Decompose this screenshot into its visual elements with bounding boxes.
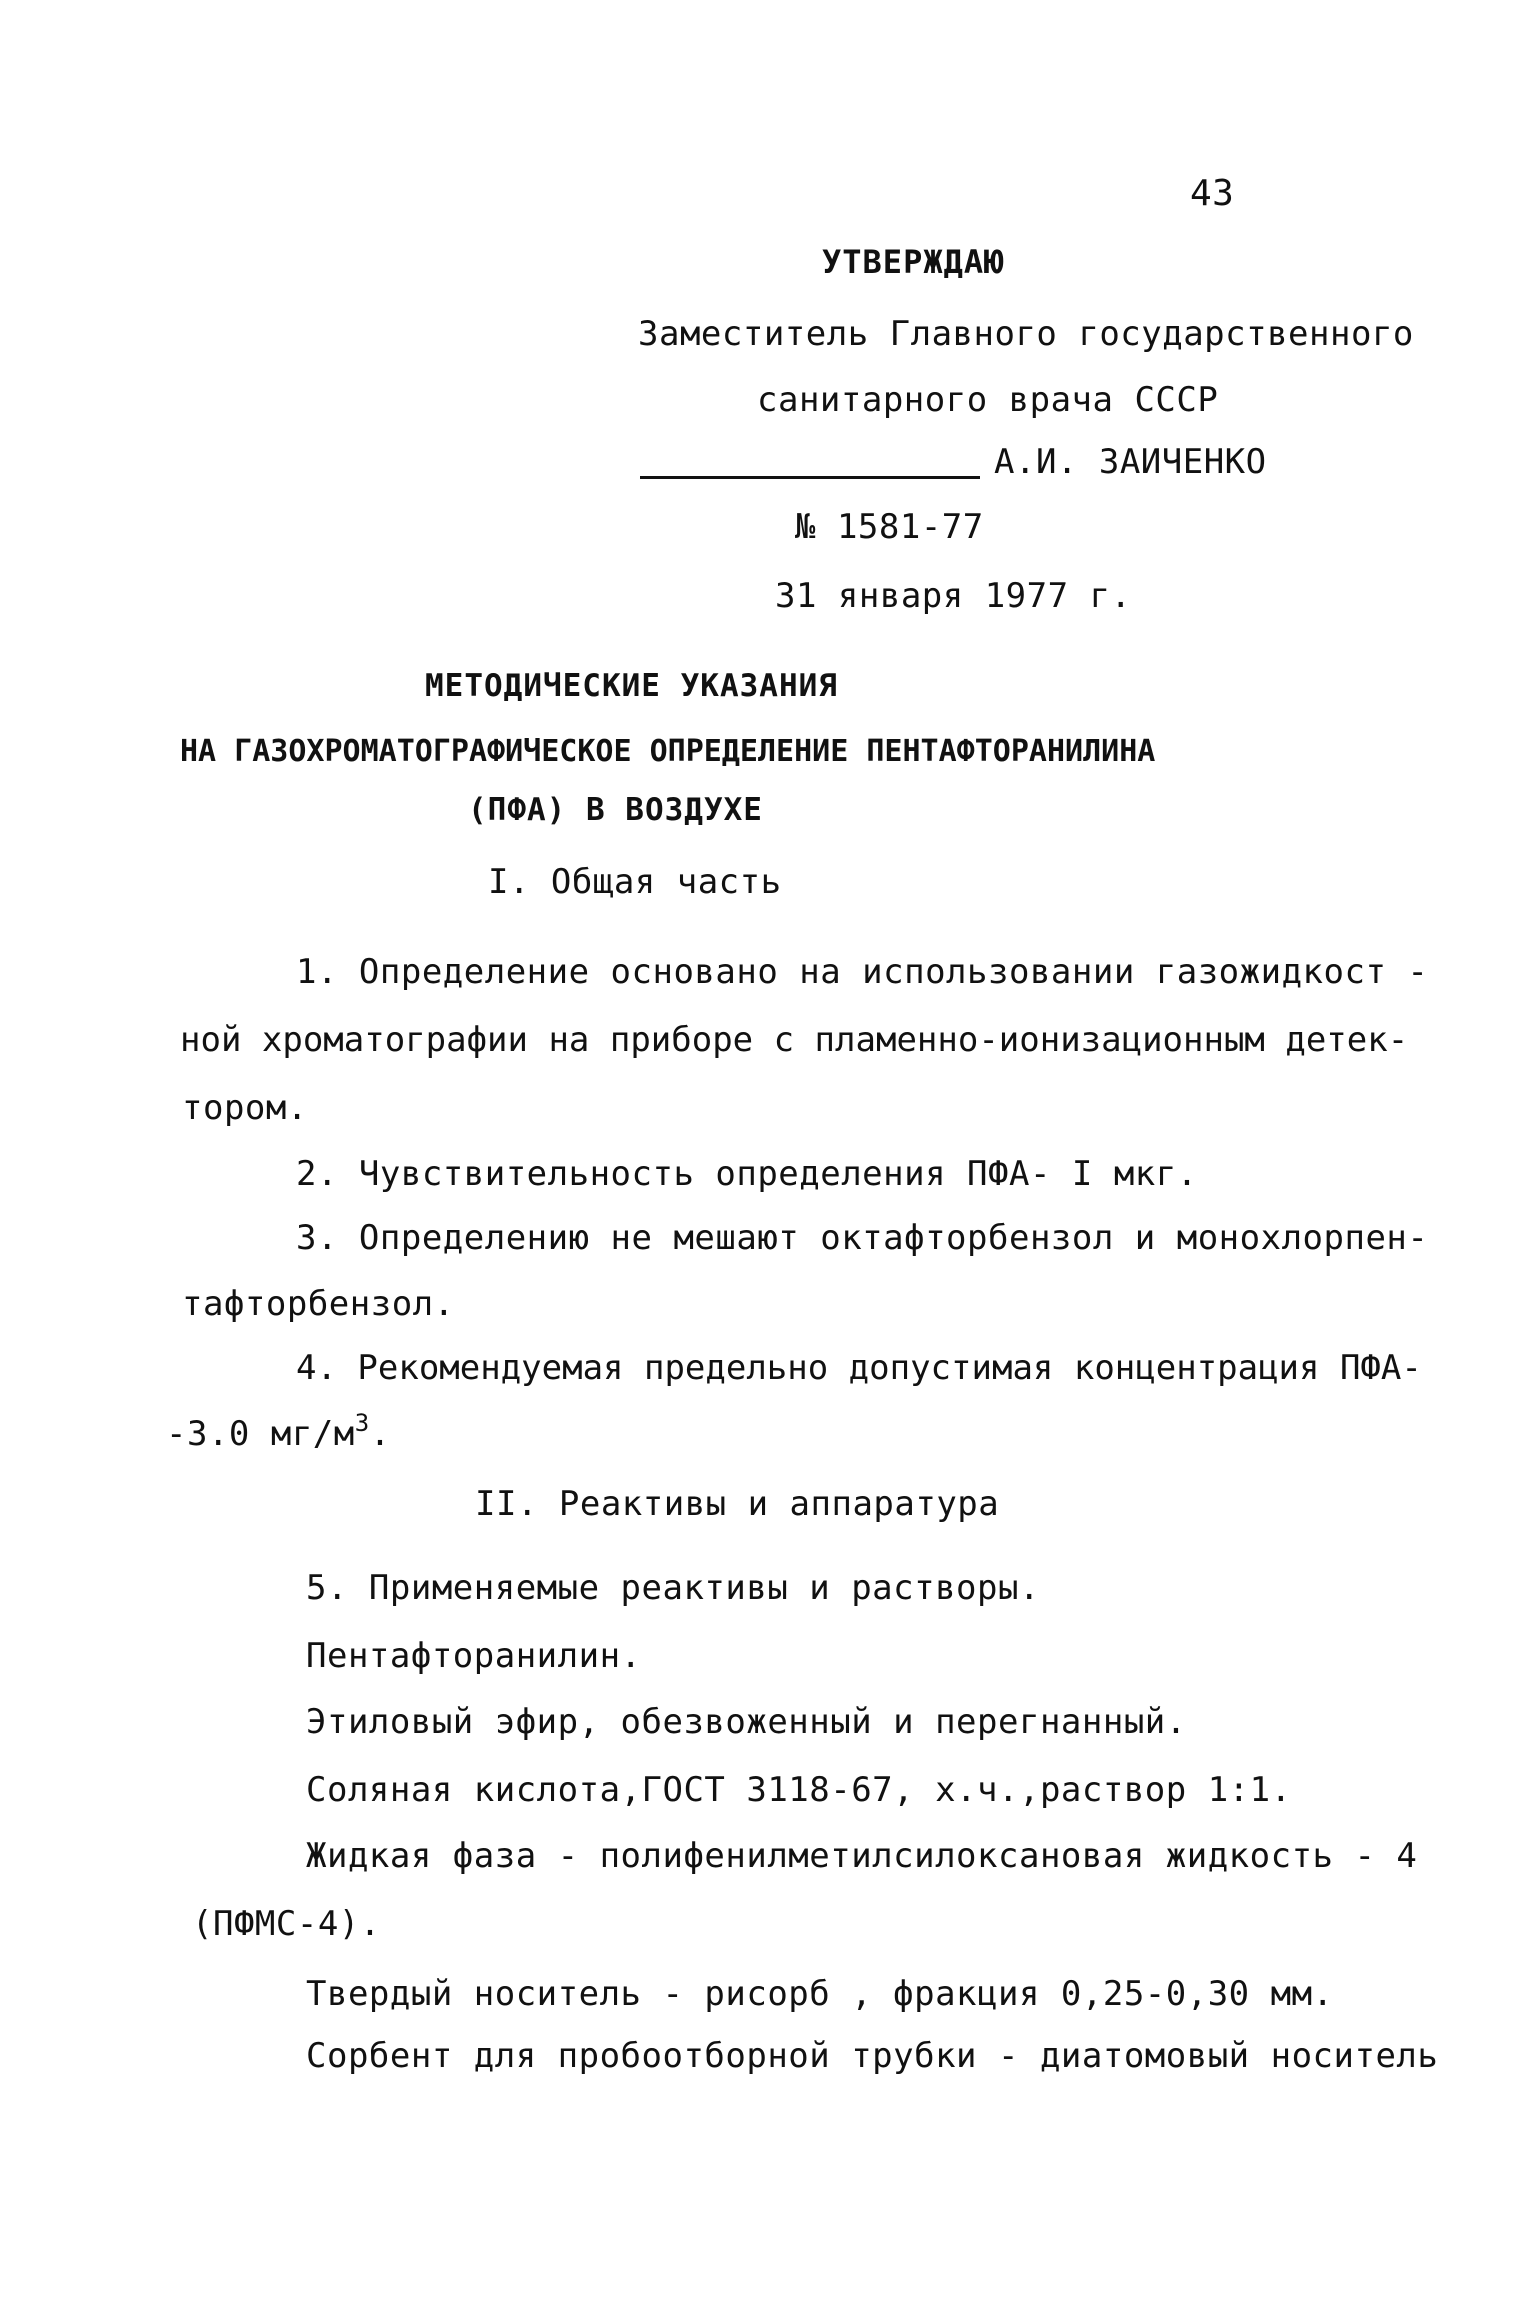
reagent-2: Этиловый эфир, обезвоженный и перегнанный. [306,1702,1187,1742]
approval-title: УТВЕРЖДАЮ [822,243,1005,281]
paragraph-1-line3: тором. [182,1088,308,1128]
reagent-4-line1: Жидкая фаза - полифенилметилсилоксановая жидкость - 4 [306,1836,1418,1876]
approval-position-line2: санитарного врача СССР [757,380,1219,420]
paragraph-3-line1: 3. Определению не мешают октафторбензол и монохлорпен- [296,1218,1429,1258]
paragraph-4-line1: 4. Рекомендуемая предельно допустимая концентрация ПФА- [296,1348,1422,1388]
heading-line2: НА ГАЗОХРОМАТОГРАФИЧЕСКОЕ ОПРЕДЕЛЕНИЕ ПЕНТАФТОРАНИЛИНА [180,734,1156,769]
paragraph-5: 5. Применяемые реактивы и растворы. [306,1568,1040,1608]
signatory-name: А.И. ЗАИЧЕНКО [994,442,1267,482]
approval-signature-line [640,440,1267,484]
section2-title: II. Реактивы и аппаратура [475,1484,1000,1524]
concentration-end: . [369,1414,391,1454]
paragraph-1-line2: ной хроматографии на приборе с пламенно-ионизационным детек- [180,1020,1409,1060]
heading-line1: МЕТОДИЧЕСКИЕ УКАЗАНИЯ [425,668,838,704]
section1-title: I. Общая часть [488,862,782,902]
approval-date: 31 января 1977 г. [775,576,1132,616]
cubic-superscript: 3 [354,1409,370,1437]
paragraph-1-line1: 1. Определение основано на использовании газожидкост - [296,952,1429,992]
signature-blank [640,476,980,479]
reagent-5: Твердый носитель - рисорб , фракция 0,25-0,30 мм. [306,1974,1334,2014]
paragraph-3-line2: тафторбензол. [182,1284,455,1324]
reagent-4-line2: (ПФМС-4). [192,1904,381,1944]
concentration-value: -3.0 мг/м [166,1414,355,1454]
approval-number: № 1581-77 [795,507,984,547]
paragraph-2: 2. Чувствительность определения ПФА- I мкг. [296,1154,1198,1194]
reagent-6: Сорбент для пробоотборной трубки - диатомовый носитель [306,2036,1439,2076]
approval-position-line1: Заместитель Главного государственного [638,314,1414,354]
paragraph-4-line2 [166,1409,391,1456]
reagent-3: Соляная кислота,ГОСТ 3118-67, х.ч.,раствор 1:1. [306,1770,1292,1810]
heading-line3: (ПФА) В ВОЗДУХЕ [468,792,763,828]
reagent-1: Пентафторанилин. [306,1636,642,1676]
page-number: 43 [1190,173,1235,214]
